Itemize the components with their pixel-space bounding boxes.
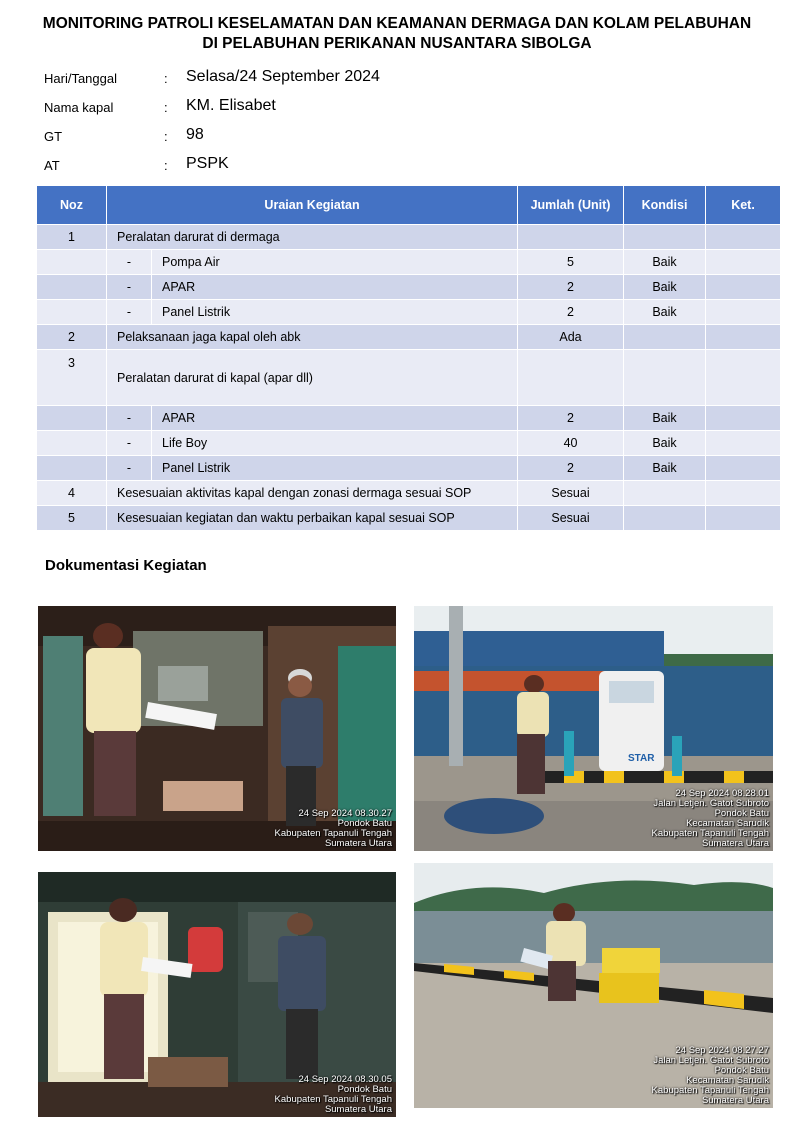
cell-uraian: Peralatan darurat di kapal (apar dll) xyxy=(107,350,518,406)
info-label: AT xyxy=(44,158,60,173)
stamp-line: Kecamatan Sarudik xyxy=(686,1075,769,1086)
info-colon: : xyxy=(164,71,168,86)
table-row xyxy=(37,225,781,250)
photo-timestamp xyxy=(652,789,769,849)
table-row xyxy=(37,406,781,431)
table-row xyxy=(37,250,781,275)
cell-item: Panel Listrik xyxy=(152,300,518,325)
photo-engine-room-2 xyxy=(38,872,396,1117)
cell-item: APAR xyxy=(152,406,518,431)
cell-dash: - xyxy=(107,456,152,481)
cell-kondisi: Baik xyxy=(624,406,706,431)
stamp-line: 24 Sep 2024 08.27.27 xyxy=(675,1045,769,1056)
stamp-line: Jalan Letjen. Gatot Subroto xyxy=(653,1055,769,1066)
stamp-line: Pondok Batu xyxy=(714,808,769,819)
cell-kondisi: Baik xyxy=(624,456,706,481)
stamp-line: 24 Sep 2024 08.30.05 xyxy=(298,1074,392,1085)
info-value: Selasa/24 September 2024 xyxy=(186,68,380,85)
cell-dash: - xyxy=(107,406,152,431)
header-uraian: Uraian Kegiatan xyxy=(107,186,518,225)
title-line-2: DI PELABUHAN PERIKANAN NUSANTARA SIBOLGA xyxy=(202,35,592,52)
stamp-line: Pondok Batu xyxy=(337,818,392,829)
photo-timestamp xyxy=(275,1075,392,1115)
photo-timestamp xyxy=(652,1046,769,1106)
cell-jumlah xyxy=(518,350,624,406)
table-row xyxy=(37,350,781,406)
cell-kondisi: Baik xyxy=(624,431,706,456)
cell-item: Panel Listrik xyxy=(152,456,518,481)
cell-no: 1 xyxy=(37,225,107,250)
cell-ket xyxy=(706,481,781,506)
cell-kondisi xyxy=(624,225,706,250)
stamp-line: 24 Sep 2024 08.28.01 xyxy=(675,788,769,799)
info-value: PSPK xyxy=(186,155,229,172)
cell-uraian: Pelaksanaan jaga kapal oleh abk xyxy=(107,325,518,350)
table-row xyxy=(37,481,781,506)
table-header-row xyxy=(37,186,781,225)
cell-uraian: Kesesuaian kegiatan dan waktu perbaikan kapal sesuai SOP xyxy=(107,506,518,531)
cell-jumlah: Ada xyxy=(518,325,624,350)
table-row xyxy=(37,275,781,300)
stamp-line: Sumatera Utara xyxy=(701,838,769,849)
header-jumlah: Jumlah (Unit) xyxy=(518,186,624,225)
cell-ket xyxy=(706,406,781,431)
cell-ket xyxy=(706,350,781,406)
info-label: Hari/Tanggal xyxy=(44,71,117,86)
photo-engine-room-1 xyxy=(38,606,396,851)
documentation-title: Dokumentasi Kegiatan xyxy=(45,557,207,574)
info-colon: : xyxy=(164,100,168,115)
cell-no xyxy=(37,456,107,481)
cell-jumlah: Sesuai xyxy=(518,481,624,506)
cell-no xyxy=(37,250,107,275)
stamp-line: Kabupaten Tapanuli Tengah xyxy=(651,828,769,839)
stamp-line: Kecamatan Sarudik xyxy=(686,818,769,829)
info-value: 98 xyxy=(186,126,204,143)
star-sign: STAR xyxy=(628,753,655,764)
cell-jumlah: Sesuai xyxy=(518,506,624,531)
cell-dash: - xyxy=(107,275,152,300)
cell-item: Pompa Air xyxy=(152,250,518,275)
photo-dock-box xyxy=(414,863,773,1108)
cell-jumlah: 2 xyxy=(518,300,624,325)
cell-no xyxy=(37,275,107,300)
cell-no xyxy=(37,300,107,325)
table-row xyxy=(37,325,781,350)
info-label: Nama kapal xyxy=(44,100,114,115)
info-label: GT xyxy=(44,129,63,144)
cell-kondisi xyxy=(624,350,706,406)
header-kondisi: Kondisi xyxy=(624,186,706,225)
cell-item: APAR xyxy=(152,275,518,300)
cell-kondisi xyxy=(624,506,706,531)
document-title xyxy=(0,14,794,54)
cell-kondisi xyxy=(624,481,706,506)
cell-kondisi: Baik xyxy=(624,275,706,300)
stamp-line: Sumatera Utara xyxy=(324,1104,392,1115)
stamp-line: 24 Sep 2024 08.30.27 xyxy=(298,808,392,819)
stamp-line: Kabupaten Tapanuli Tengah xyxy=(274,828,392,839)
stamp-line: Pondok Batu xyxy=(714,1065,769,1076)
cell-jumlah: 2 xyxy=(518,406,624,431)
stamp-line: Jalan Letjen. Gatot Subroto xyxy=(653,798,769,809)
stamp-line: Sumatera Utara xyxy=(324,838,392,849)
stamp-line: Kabupaten Tapanuli Tengah xyxy=(651,1085,769,1096)
cell-kondisi: Baik xyxy=(624,250,706,275)
cell-uraian: Kesesuaian aktivitas kapal dengan zonasi dermaga sesuai SOP xyxy=(107,481,518,506)
cell-ket xyxy=(706,225,781,250)
cell-dash: - xyxy=(107,431,152,456)
cell-ket xyxy=(706,506,781,531)
photo-timestamp xyxy=(275,809,392,849)
cell-ket xyxy=(706,250,781,275)
info-colon: : xyxy=(164,129,168,144)
table-row xyxy=(37,431,781,456)
cell-ket xyxy=(706,456,781,481)
cell-no xyxy=(37,406,107,431)
header-no: Noz xyxy=(37,186,107,225)
info-value: KM. Elisabet xyxy=(186,97,276,114)
cell-jumlah: 2 xyxy=(518,456,624,481)
cell-item: Life Boy xyxy=(152,431,518,456)
cell-no: 2 xyxy=(37,325,107,350)
header-ket: Ket. xyxy=(706,186,781,225)
photo-dock-pump xyxy=(414,606,773,851)
cell-jumlah: 2 xyxy=(518,275,624,300)
stamp-line: Kabupaten Tapanuli Tengah xyxy=(274,1094,392,1105)
table-row xyxy=(37,300,781,325)
table-row xyxy=(37,456,781,481)
cell-no: 3 xyxy=(37,350,107,406)
cell-no: 5 xyxy=(37,506,107,531)
cell-kondisi: Baik xyxy=(624,300,706,325)
cell-jumlah xyxy=(518,225,624,250)
cell-dash: - xyxy=(107,300,152,325)
cell-uraian: Peralatan darurat di dermaga xyxy=(107,225,518,250)
cell-ket xyxy=(706,300,781,325)
cell-ket xyxy=(706,275,781,300)
cell-ket xyxy=(706,325,781,350)
cell-jumlah: 5 xyxy=(518,250,624,275)
table-row xyxy=(37,506,781,531)
info-colon: : xyxy=(164,158,168,173)
title-line-1: MONITORING PATROLI KESELAMATAN DAN KEAMANAN DERMAGA DAN KOLAM PELABUHAN xyxy=(42,15,752,32)
stamp-line: Sumatera Utara xyxy=(701,1095,769,1106)
stamp-line: Pondok Batu xyxy=(337,1084,392,1095)
cell-no xyxy=(37,431,107,456)
inspection-table xyxy=(36,185,781,531)
cell-kondisi xyxy=(624,325,706,350)
cell-ket xyxy=(706,431,781,456)
cell-dash: - xyxy=(107,250,152,275)
cell-no: 4 xyxy=(37,481,107,506)
cell-jumlah: 40 xyxy=(518,431,624,456)
